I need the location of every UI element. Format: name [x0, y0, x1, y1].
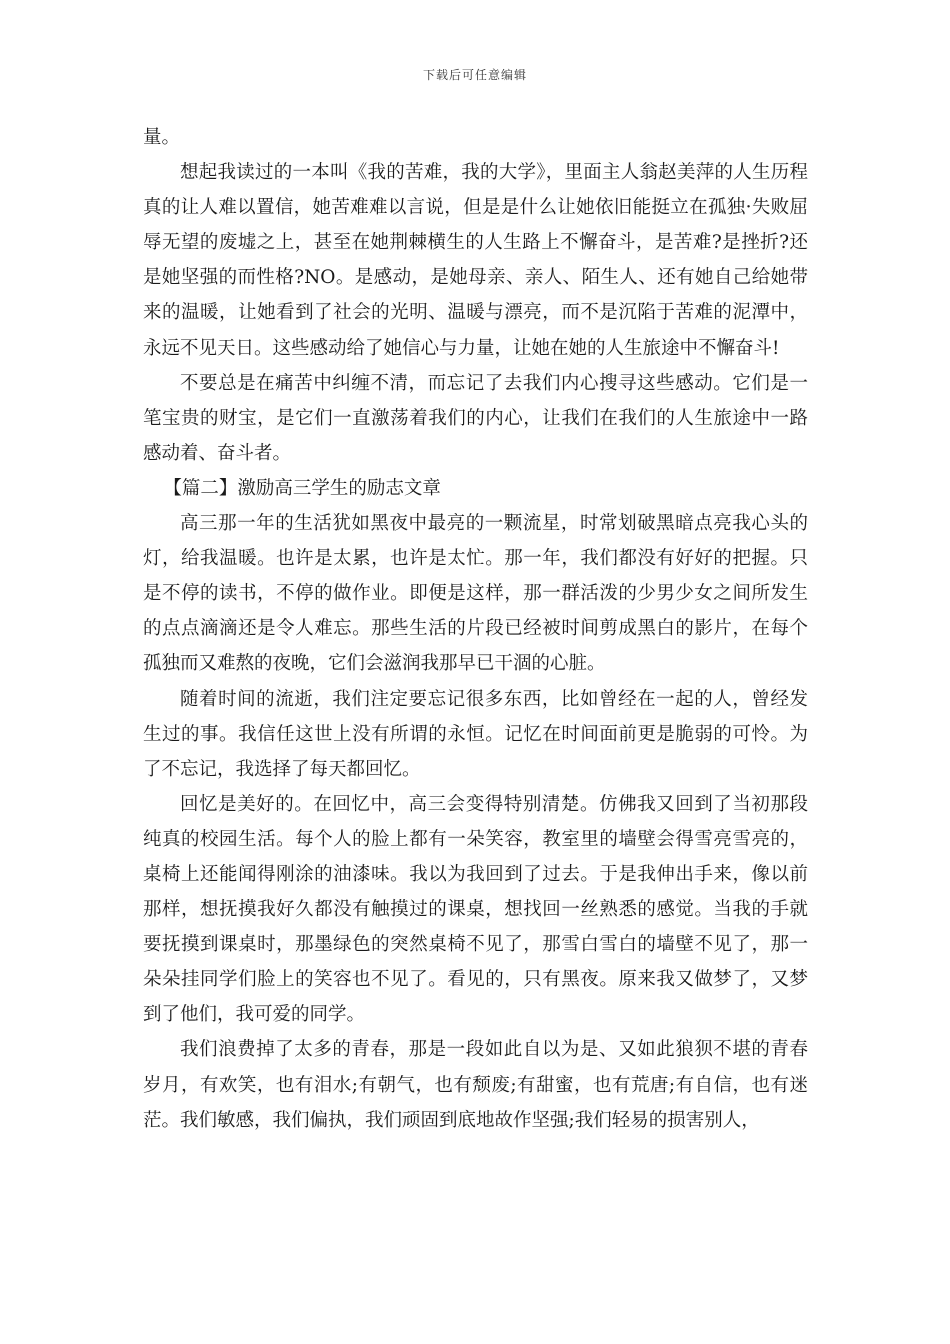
document-body — [143, 120, 808, 1138]
paragraph: 我们浪费掉了太多的青春，那是一段如此自以为是、又如此狼狈不堪的青春岁月，有欢笑，也有泪水;有朝气，也有颓废;有甜蜜，也有荒唐;有自信，也有迷茫。我们敏感，我们偏执，我们顽固到底地故作坚强;我们轻易的损害别人， — [143, 1039, 808, 1131]
paragraph: 想起我读过的一本叫《我的苦难，我的大学》，里面主人翁赵美萍的人生历程真的让人难以置信，她苦难难以言说，但是是什么让她依旧能挺立在孤独·失败屈辱无望的废墟之上，甚至在她荆棘横生的人生路上不懈奋斗，是苦难?是挫折?还是她坚强的而性格?NO。是感动，是她母亲、亲人、陌生人、还有她自己给她带来的温暖，让她看到了社会的光明、温暖与漂亮，而不是沉陷于苦难的泥潭中，永远不见天日。这些感动给了她信心与力量，让她在她的人生旅途中不懈奋斗! — [143, 162, 808, 359]
paragraph: 随着时间的流逝，我们注定要忘记很多东西，比如曾经在一起的人，曾经发生过的事。我信任这世上没有所谓的永恒。记忆在时间面前更是脆弱的可怜。为了不忘记，我选择了每天都回忆。 — [143, 688, 808, 780]
page-header: 下载后可任意编辑 — [422, 68, 527, 82]
paragraph: 高三那一年的生活犹如黑夜中最亮的一颗流星，时常划破黑暗点亮我心头的灯，给我温暖。也许是太累，也许是太忙。那一年，我们都没有好好的把握。只是不停的读书，不停的做作业。即便是这样，那一群活泼的少男少女之间所发生的点点滴滴还是令人难忘。那些生活的片段已经被时间剪成黑白的影片，在每个孤独而又难熬的夜晚，它们会滋润我那早已干涸的心脏。 — [143, 513, 808, 675]
paragraph-continuation: 量。 — [143, 127, 181, 148]
paragraph: 回忆是美好的。在回忆中，高三会变得特别清楚。仿佛我又回到了当初那段纯真的校园生活。每个人的脸上都有一朵笑容，教室里的墙壁会得雪亮雪亮的，桌椅上还能闻得刚涂的油漆味。我以为我回到了过去。于是我伸出手来，像以前那样，想抚摸我好久都没有触摸过的课桌，想找回一丝熟悉的感觉。当我的手就要抚摸到课桌时，那墨绿色的突然桌椅不见了，那雪白雪白的墙壁不见了，那一朵朵挂同学们脸上的笑容也不见了。看见的，只有黑夜。原来我又做梦了，又梦到了他们，我可爱的同学。 — [143, 793, 808, 1026]
paragraph: 不要总是在痛苦中纠缠不清，而忘记了去我们内心搜寻这些感动。它们是一笔宝贵的财宝，是它们一直激荡着我们的内心，让我们在我们的人生旅途中一路感动着、奋斗者。 — [143, 372, 808, 464]
section-heading: 【篇二】激励高三学生的励志文章 — [163, 477, 441, 499]
